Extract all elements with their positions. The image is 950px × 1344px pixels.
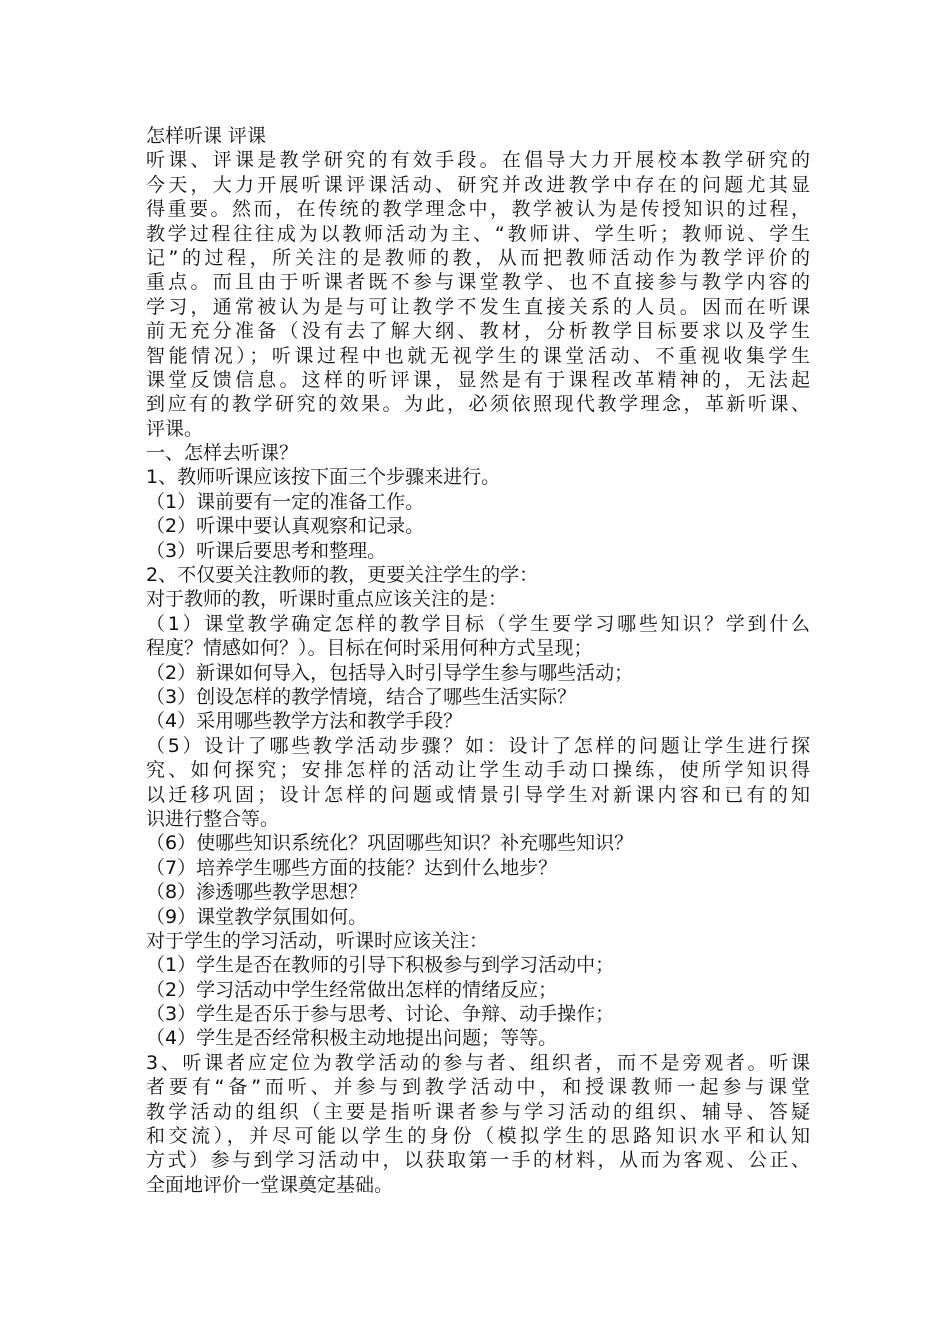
text-line: （1）学生是否在教师的引导下积极参与到学习活动中；	[146, 954, 615, 977]
text-line: 记”的过程，所关注的是教师的教，从而把教师活动作为教学评价的	[146, 246, 810, 269]
text-line: （2）新课如何导入，包括导入时引导学生参与哪些活动；	[146, 661, 634, 684]
text-line: 今天，大力开展听课评课活动、研究并改进教学中存在的问题尤其显	[146, 173, 810, 196]
text-line: （2）听课中要认真观察和记录。	[146, 515, 425, 538]
text-line: 究、如何探究；安排怎样的活动让学生动手动口操练，使所学知识得	[146, 759, 810, 782]
text-line: （5）设计了哪些教学活动步骤？如：设计了怎样的问题让学生进行探	[146, 734, 810, 757]
text-line: 和交流），并尽可能以学生的身份（模拟学生的思路知识水平和认知	[146, 1125, 810, 1148]
text-line: （9）课堂教学氛围如何。	[146, 905, 368, 928]
text-line: 者要有“备”而听、并参与到教学活动中，和授课教师一起参与课堂	[146, 1076, 810, 1099]
text-line: 教学过程往往成为以教师活动为主、“教师讲、学生听；教师说、学生	[146, 222, 810, 245]
text-line: 学习，通常被认为是与可让教学不发生直接关系的人员。因而在听课	[146, 295, 810, 318]
text-line: （3）创设怎样的教学情境，结合了哪些生活实际？	[146, 685, 577, 708]
text-line: （4）采用哪些教学方法和教学手段？	[146, 710, 463, 733]
text-line: （4）学生是否经常积极主动地提出问题；等等。	[146, 1027, 558, 1050]
text-line: 方式）参与到学习活动中，以获取第一手的材料，从而为客观、公正、	[146, 1149, 810, 1172]
text-line: 识进行整合等。	[146, 807, 280, 830]
text-line: （3）听课后要思考和整理。	[146, 539, 387, 562]
text-line: 智能情况）；听课过程中也就无视学生的课堂活动、不重视收集学生	[146, 344, 810, 367]
text-line: 前无充分准备（没有去了解大纲、教材，分析教学目标要求以及学生	[146, 320, 810, 343]
text-line: 对于学生的学习活动，听课时应该关注：	[146, 929, 489, 952]
document-title: 怎样听课 评课	[146, 125, 267, 147]
text-line: 得重要。然而，在传统的教学理念中，教学被认为是传授知识的过程，	[146, 198, 810, 221]
text-line: （1）课堂教学确定怎样的教学目标（学生要学习哪些知识？学到什么	[146, 612, 810, 635]
text-line: 全面地评价一堂课奠定基础。	[146, 1173, 394, 1196]
text-line: 以迁移巩固；设计怎样的问题或情景引导学生对新课内容和已有的知	[146, 783, 810, 806]
text-line: 评课。	[146, 417, 204, 440]
text-line: 重点。而且由于听课者既不参与课堂教学、也不直接参与教学内容的	[146, 271, 810, 294]
text-line: 一、怎样去听课？	[146, 442, 299, 465]
text-line: （6）使哪些知识系统化？巩固哪些知识？补充哪些知识？	[146, 832, 634, 855]
text-line: （7）培养学生哪些方面的技能？达到什么地步？	[146, 856, 558, 879]
text-line: 2、不仅要关注教师的教，更要关注学生的学：	[146, 564, 539, 587]
text-line: （8）渗透哪些教学思想？	[146, 881, 368, 904]
text-line: 教学活动的组织（主要是指听课者参与学习活动的组织、辅导、答疑	[146, 1100, 810, 1123]
text-line: 对于教师的教，听课时重点应该关注的是：	[146, 588, 508, 611]
text-line: （3）学生是否乐于参与思考、讨论、争辩、动手操作；	[146, 1003, 615, 1026]
text-line: 课堂反馈信息。这样的听评课，显然是有于课程改革精神的，无法起	[146, 368, 810, 391]
text-line: （1）课前要有一定的准备工作。	[146, 490, 425, 513]
text-line: 到应有的教学研究的效果。为此，必须依照现代教学理念，革新听课、	[146, 393, 810, 416]
text-line: 听课、评课是教学研究的有效手段。在倡导大力开展校本教学研究的	[146, 149, 810, 172]
text-line: （2）学习活动中学生经常做出怎样的情绪反应；	[146, 978, 558, 1001]
text-line: 程度？情感如何？）。目标在何时采用何种方式呈现；	[146, 637, 593, 660]
document-page	[146, 124, 810, 1197]
text-line: 1、教师听课应该按下面三个步骤来进行。	[146, 466, 501, 489]
text-line: 3、听课者应定位为教学活动的参与者、组织者，而不是旁观者。听课	[146, 1051, 810, 1074]
